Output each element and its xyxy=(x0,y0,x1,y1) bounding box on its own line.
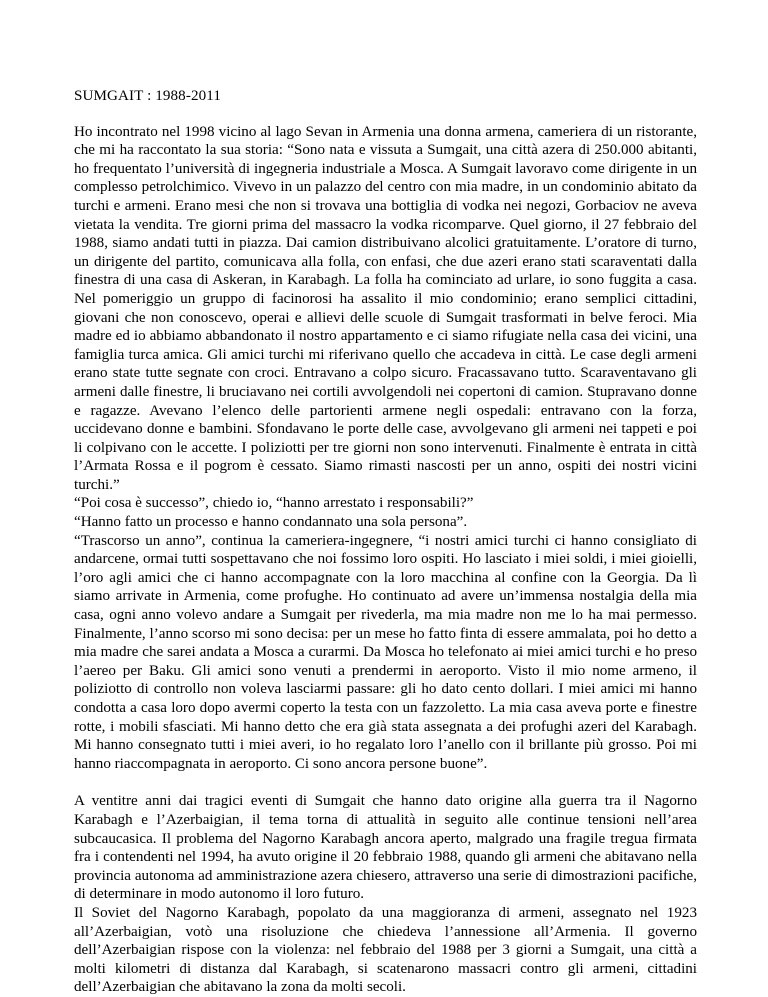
paragraph-spacer xyxy=(74,773,697,792)
paragraph-context: A ventitre anni dai tragici eventi di Sumgait che hanno dato origine alla guerra tra il Nagorno Karabagh e l’Azerbaigian, il tema torna di attualità in seguito alle continue tensioni nell’area subcaucasica. Il problema del Nagorno Karabagh ancora aperto, malgrado una fragile tregua firmata fra i contendenti nel 1994, ha avuto origine il 20 febbraio 1988, quando gli armeni che abitavano nella provincia autonoma ad amministrazione azera chiesero, attraverso una serie di dimostrazioni pacifiche, di determinare in modo autonomo il loro futuro. xyxy=(74,793,697,903)
paragraph-answer: “Hanno fatto un processo e hanno condannato una sola persona”. xyxy=(74,514,468,531)
paragraph-soviet: Il Soviet del Nagorno Karabagh, popolato da una maggioranza di armeni, assegnato nel 1923 all’Azerbaigian, votò una risoluzione che chiedeva l’annessione all’Armenia. Il governo dell’Azerbaigian rispose con la violenza: nel febbraio del 1988 per 3 giorni a Sumgait, una città a molti kilometri di distanza dal Karabagh, si scatenarono massacri contro gli armeni, cittadini dell’Azerbaigian che abitavano la zona da molti secoli. xyxy=(74,904,697,996)
document-title: SUMGAIT : 1988-2011 xyxy=(74,88,221,104)
paragraph-testimony: Ho incontrato nel 1998 vicino al lago Sevan in Armenia una donna armena, cameriera di un ristorante, che mi ha raccontato la sua storia: “Sono nata e vissuta a Sumgait, una città azera di 250.000 abitanti, ho frequentato l’università di ingegneria industriale a Mosca. A Sumgait lavoravo come dirigente in un complesso petrolchimico. Vivevo in un palazzo del centro con mia madre, in un condominio abitato da turchi e armeni. Erano mesi che non si trovava una bottiglia di vodka nei negozi, Gorbaciov ne aveva vietata la vendita. Tre giorni prima del massacro la vodka ricomparve. Quel giorno, il 27 febbraio del 1988, siamo andati tutti in piazza. Dai camion distribuivano alcolici gratuitamente. L’oratore di turno, un dirigente del partito, comunicava alla folla, con enfasi, che due azeri erano stati scaraventati dalla finestra di una casa di Askeran, in Karabagh. La folla ha cominciato ad urlare, io sono fuggita a casa. Nel pomeriggio un gruppo di facinorosi ha assalito il mio condominio; erano semplici cittadini, giovani che non conoscevo, operai e allievi delle scuole di Sumgait trasformati in belve feroci. Mia madre ed io abbiamo abbandonato il nostro appartamento e ci siamo rifugiate nella casa dei vicini, una famiglia turca amica. Gli amici turchi mi riferivano quello che accadeva in città. Le case degli armeni erano state tutte segnate con croci. Entravano a colpo sicuro. Fracassavano tutto. Scaraventavano gli armeni dalle finestre, li bruciavano nei cortili avvolgendoli nei copertoni di camion. Stupravano donne e ragazze. Avevano l’elenco delle partorienti armene negli ospedali: entravano con la forza, uccidevano donne e bambini. Sfondavano le porte delle case, avvolgevano gli armeni nei tappeti e poi li colpivano con le accette. I poliziotti per tre giorni non sono intervenuti. Finalmente è entrata in città l’Armata Rossa e il pogrom è cessato. Siamo rimasti nascosti per un anno, ospiti dei nostri vicini turchi.” xyxy=(74,123,697,493)
paragraph-continuation: “Trascorso un anno”, continua la cameriera-ingegnere, “i nostri amici turchi ci hanno consigliato di andarcene, ormai tutti sospettavano che noi fossimo loro ospiti. Ho lasciato i miei soldi, i miei gioielli, l’oro agli amici che ci hanno accompagnate con la loro macchina al confine con la Georgia. Da lì siamo arrivate in Armenia, come profughe. Ho continuato ad avere un’immensa nostalgia della mia casa, ogni anno volevo andare a Sumgait per rivederla, ma mia madre non me lo ha mai permesso. Finalmente, l’anno scorso mi sono decisa: per un mese ho fatto finta di essere ammalata, poi ho detto a mia madre che sarei andata a Mosca a curarmi. Da Mosca ho telefonato ai miei amici turchi e ho preso l’aereo per Baku. Gli amici sono venuti a prendermi in aeroporto. Visto il mio nome armeno, il poliziotto di controllo non voleva lasciarmi passare: gli ho dato cento dollari. I miei amici mi hanno condotta a casa loro dopo avermi coperto la testa con un fazzoletto. La mia casa aveva porte e finestre rotte, i mobili sfasciati. Mi hanno detto che era già stata assegnata a dei profughi azeri del Karabagh. Mi hanno consegnato tutti i miei averi, io ho regalato loro l’anello con il brillante più grosso. Poi mi hanno riaccompagnata in aeroporto. Ci sono ancora persone buone”. xyxy=(74,532,697,772)
document-body xyxy=(74,87,697,997)
paragraph-question: “Poi cosa è successo”, chiedo io, “hanno arrestato i responsabili?” xyxy=(74,495,474,512)
